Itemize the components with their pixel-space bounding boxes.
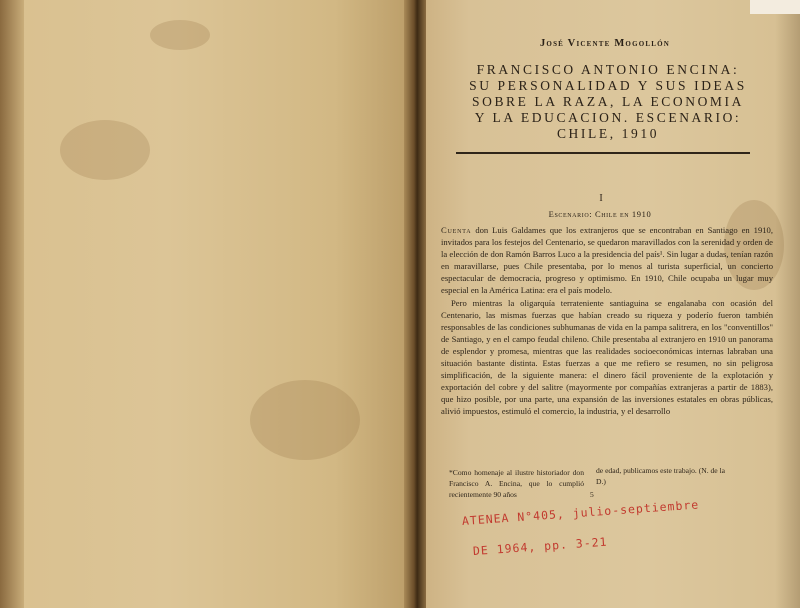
page-number: 5 — [590, 490, 594, 499]
left-page-edge — [0, 0, 24, 608]
title-line: FRANCISCO ANTONIO ENCINA: — [476, 62, 740, 77]
handwritten-citation-line: DE 1964, pp. 3-21 — [472, 534, 608, 558]
paragraph: Pero mientras la oligarquía terrateniente santiaguina se engalanaba con ocasión del Centenario, las mismas fuerzas que habían creado su riqueza y poderío fueron también responsables de las condiciones subhumanas de vida en la pampa salitrera, en los "conventillos" de Santiago, y en el campo feudal chileno. Chile presentaba al extranjero en 1910 un panorama de esplendor y promesa, mientras que las realidades socioeconómicas internas labraban una situación bastante distinta. Estas fuerzas a que me refiero se resumen, no sin peligrosa simplificación, de la siguiente manera: el dinero fácil proveniente de la explotación y exportación del cobre y del salitre (mayormente por compañías extranjeras a partir de 1883), que hizo posible, por una parte, una expansión de las inversiones estatales en obras públicas, alivió impuestos, estimuló el comercio, la industria, y el desarrollo — [441, 297, 773, 417]
title-rule — [456, 152, 750, 154]
footnote-continued: de edad, publicamos este trabajo. (N. de la D.) — [596, 466, 726, 486]
footnote: *Como homenaje al ilustre historiador don Francisco A. Encina, que lo cumplió recientemente 90 años — [449, 468, 584, 499]
title-line: SU PERSONALIDAD Y SUS IDEAS — [469, 78, 747, 93]
corner-label — [750, 0, 800, 14]
paragraph — [441, 224, 773, 297]
book-gutter — [404, 0, 426, 608]
paper-stain — [150, 20, 210, 50]
paper-stain — [250, 380, 360, 460]
article-title — [438, 62, 778, 142]
lead-word: Cuenta — [441, 225, 472, 235]
author-name: José Vicente Mogollón — [539, 38, 671, 49]
title-line: CHILE, 1910 — [556, 126, 660, 141]
right-edge-shadow — [775, 0, 800, 608]
section-number: I — [599, 193, 603, 204]
title-line: SOBRE LA RAZA, LA ECONOMIA — [472, 94, 744, 109]
section-title: Escenario: Chile en 1910 — [548, 209, 652, 219]
body-text — [441, 224, 773, 418]
title-line: Y LA EDUCACION. ESCENARIO: — [474, 110, 742, 125]
handwritten-citation-line: ATENEA N°405, julio-septiembre — [461, 497, 700, 528]
paper-stain — [60, 120, 150, 180]
paragraph-text: don Luis Galdames que los extranjeros que se encontraban en Santiago en 1910, invitados para los festejos del Centenario, se quedaron maravillados con la serenidad y orden de la elección de don Ramón Barros Luco a la presidencia del país¹. Sin lugar a dudas, tenían razón en maravillarse, pues Chile presentaba, por lo menos al turista superficial, un concierto espectacular de democracia, progreso y optimismo. En 1910, Chile ocupaba un lugar muy especial en la América Latina: era el país modelo. — [441, 225, 773, 296]
